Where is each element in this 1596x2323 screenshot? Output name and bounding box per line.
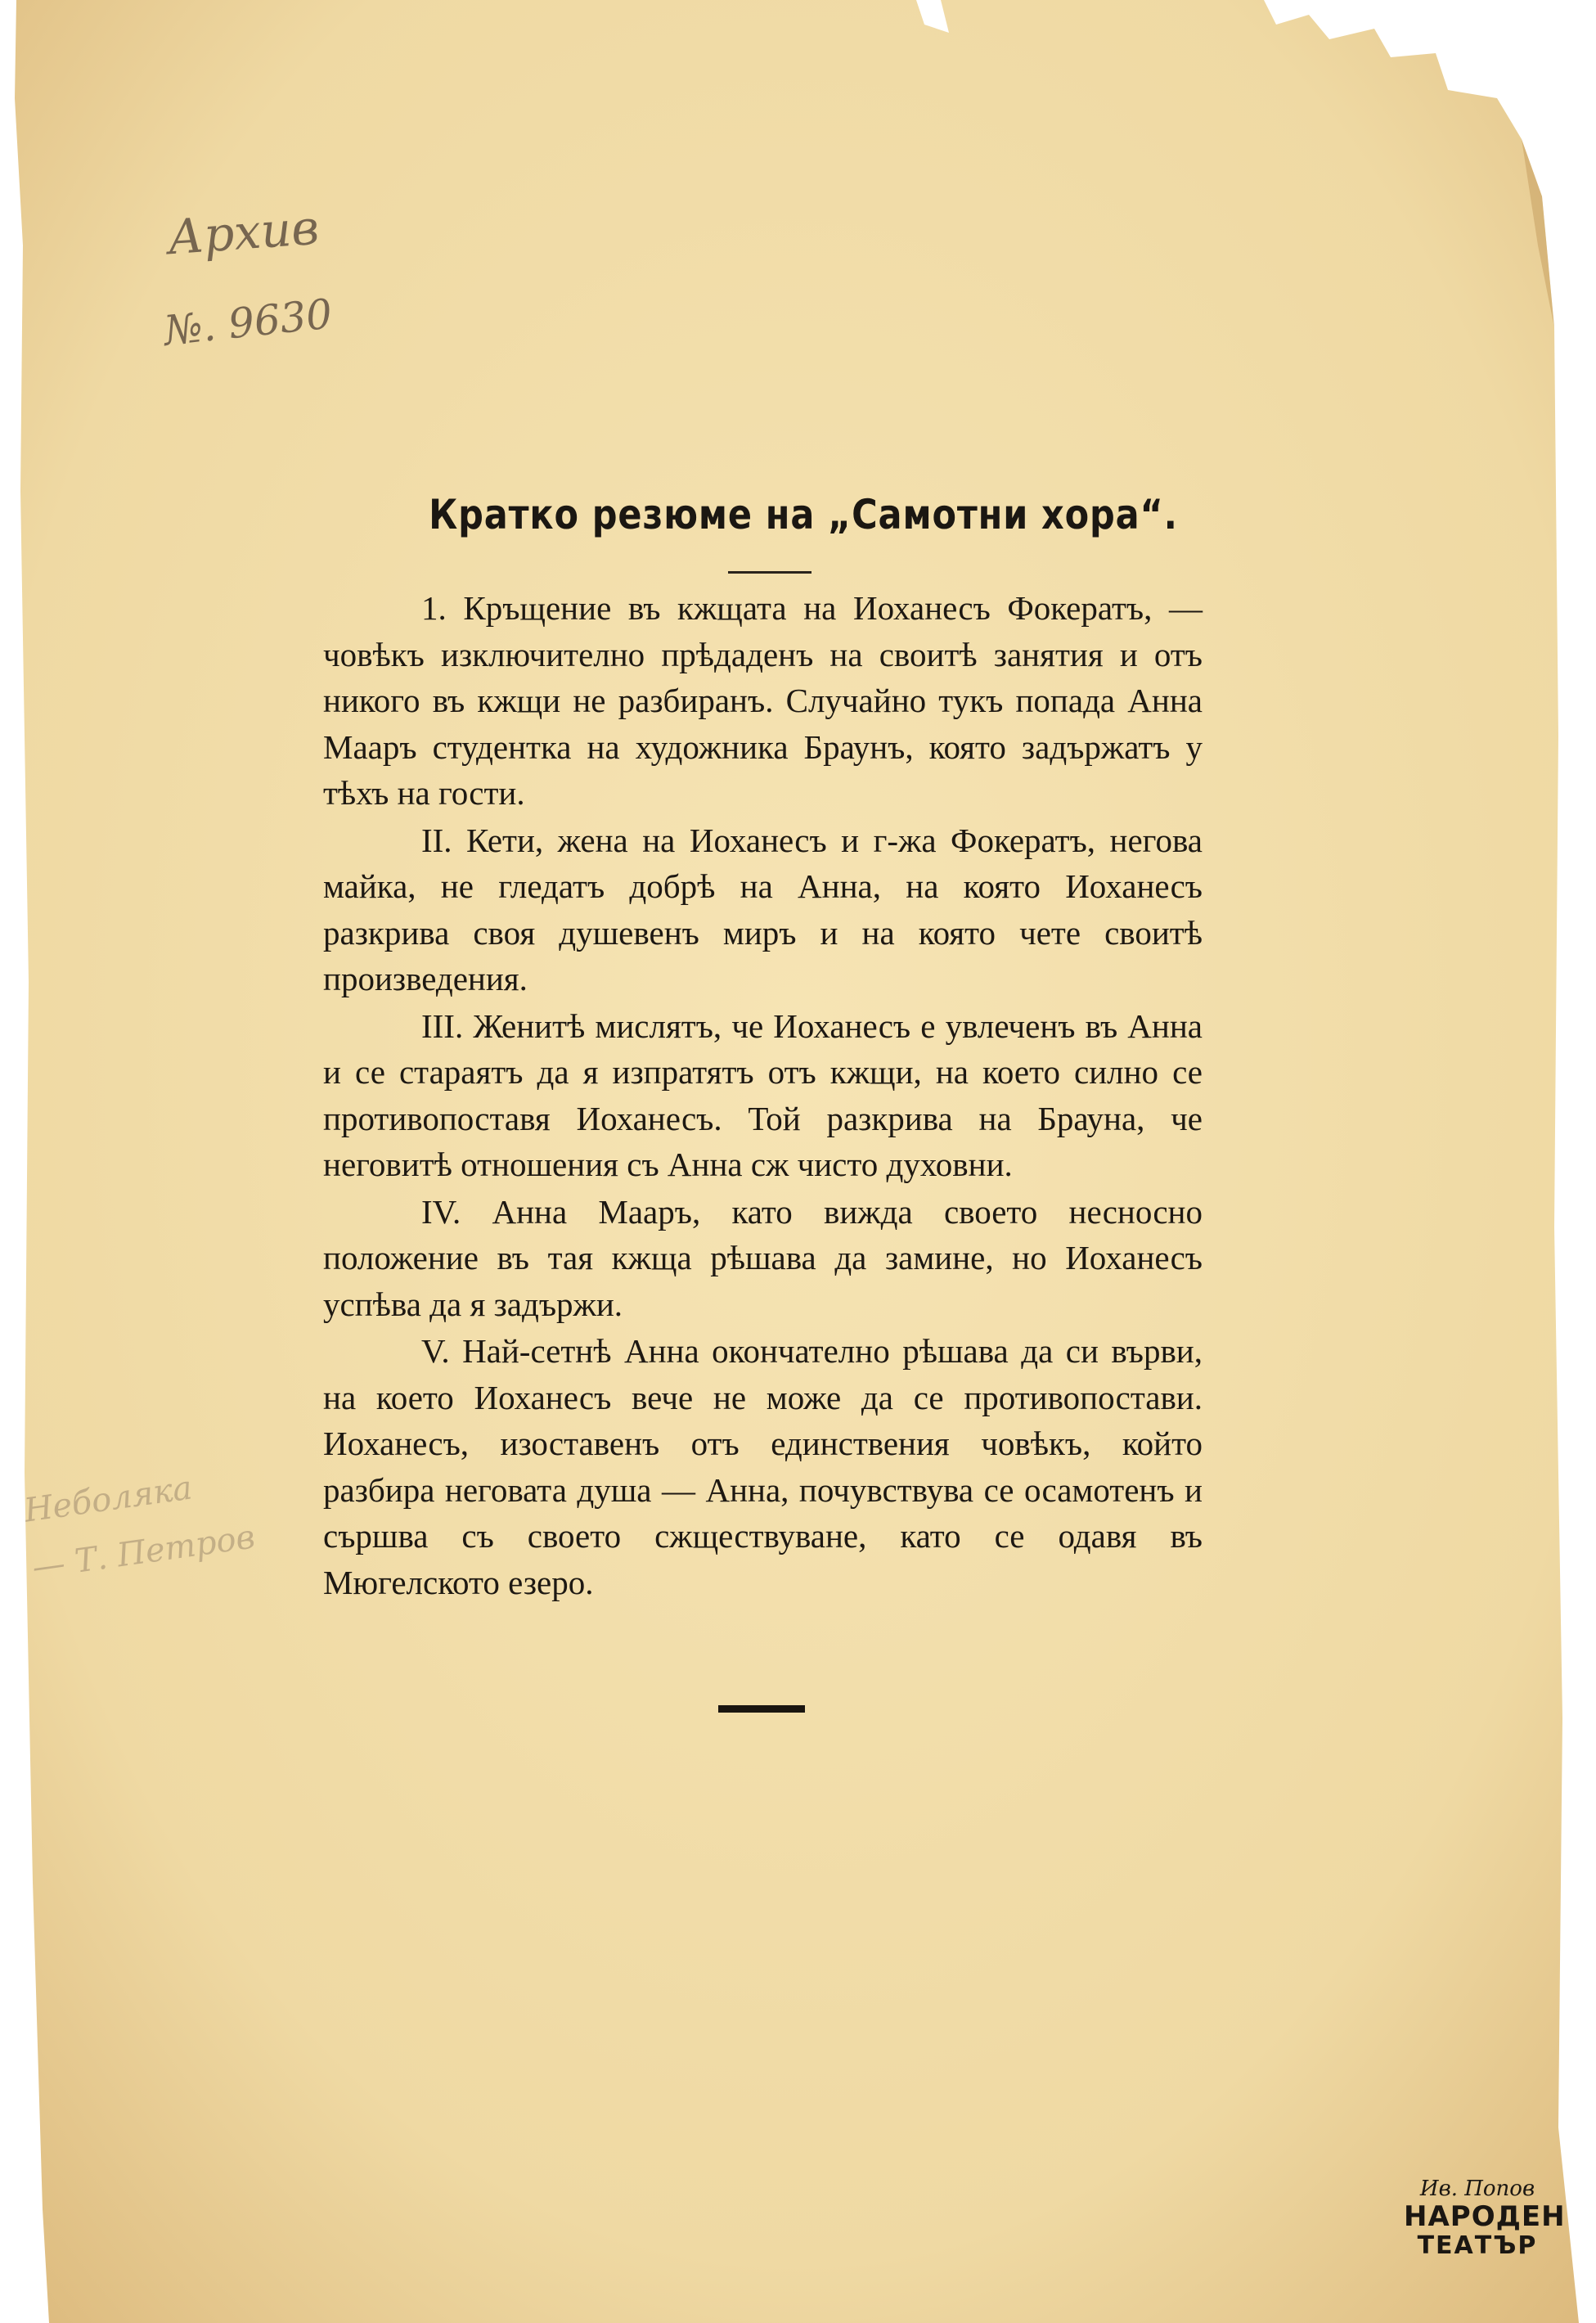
archive-handwritten-number: №. 9630: [161, 290, 335, 355]
stamp-signature: Ив. Попов: [1419, 2177, 1535, 2201]
bleed-line: Неболяка: [21, 1469, 195, 1530]
national-theatre-stamp: [1404, 2177, 1566, 2291]
stamp-line-2: ТЕАТЪР: [1417, 2231, 1538, 2260]
paragraph-act-4: IV. Анна Мааръ, като вижда своето несносно положение въ тая кжща рѣшава да замине, но Иоханесъ успѣва да я задържи.: [323, 1192, 1203, 1323]
bleed-line: — Т. Петров: [29, 1518, 258, 1587]
end-divider: [718, 1705, 805, 1713]
title-divider: [728, 571, 811, 574]
paragraph-act-5: V. Най-сетнѣ Анна окончателно рѣшава да си върви, на което Иоханесъ вече не може да се противопостави. Иоханесъ, изоставенъ отъ единствения човѣкъ, който разбира неговата душа — Анна, почувствува се осамотенъ и сършва съ своето сжществуване, като се одавя въ Мюгелското езеро.: [323, 1332, 1203, 1601]
document-title: Кратко резюме на „Самотни хора“.: [429, 491, 1178, 538]
stamp-line-1: НАРОДЕН: [1404, 2200, 1566, 2233]
summary-body: [323, 585, 1203, 1606]
paragraph-act-2: II. Кети, жена на Иоханесъ и г-жа Фокератъ, негова майка, не гледатъ добрѣ на Анна, на която Иоханесъ разкрива своя душевенъ миръ и на която чете своитѣ произведения.: [323, 821, 1203, 997]
paragraph-act-1: 1. Кръщение въ кжщата на Иоханесъ Фокератъ, — човѣкъ изключително прѣдаденъ на своитѣ занятия и отъ никого въ кжщи не разбиранъ. Случайно тукъ попада Анна Мааръ студентка на художника Браунъ, която задържатъ у тѣхъ на гости.: [323, 589, 1203, 812]
archive-handwritten-label: Архив: [165, 199, 321, 266]
paragraph-act-3: III. Женитѣ мислятъ, че Иоханесъ е увлеченъ въ Анна и се стараятъ да я изпратятъ отъ кжщи, на което силно се противопоставя Иоханесъ. Той разкрива на Брауна, че неговитѣ отношения съ Анна сж чисто духовни.: [323, 1006, 1203, 1183]
